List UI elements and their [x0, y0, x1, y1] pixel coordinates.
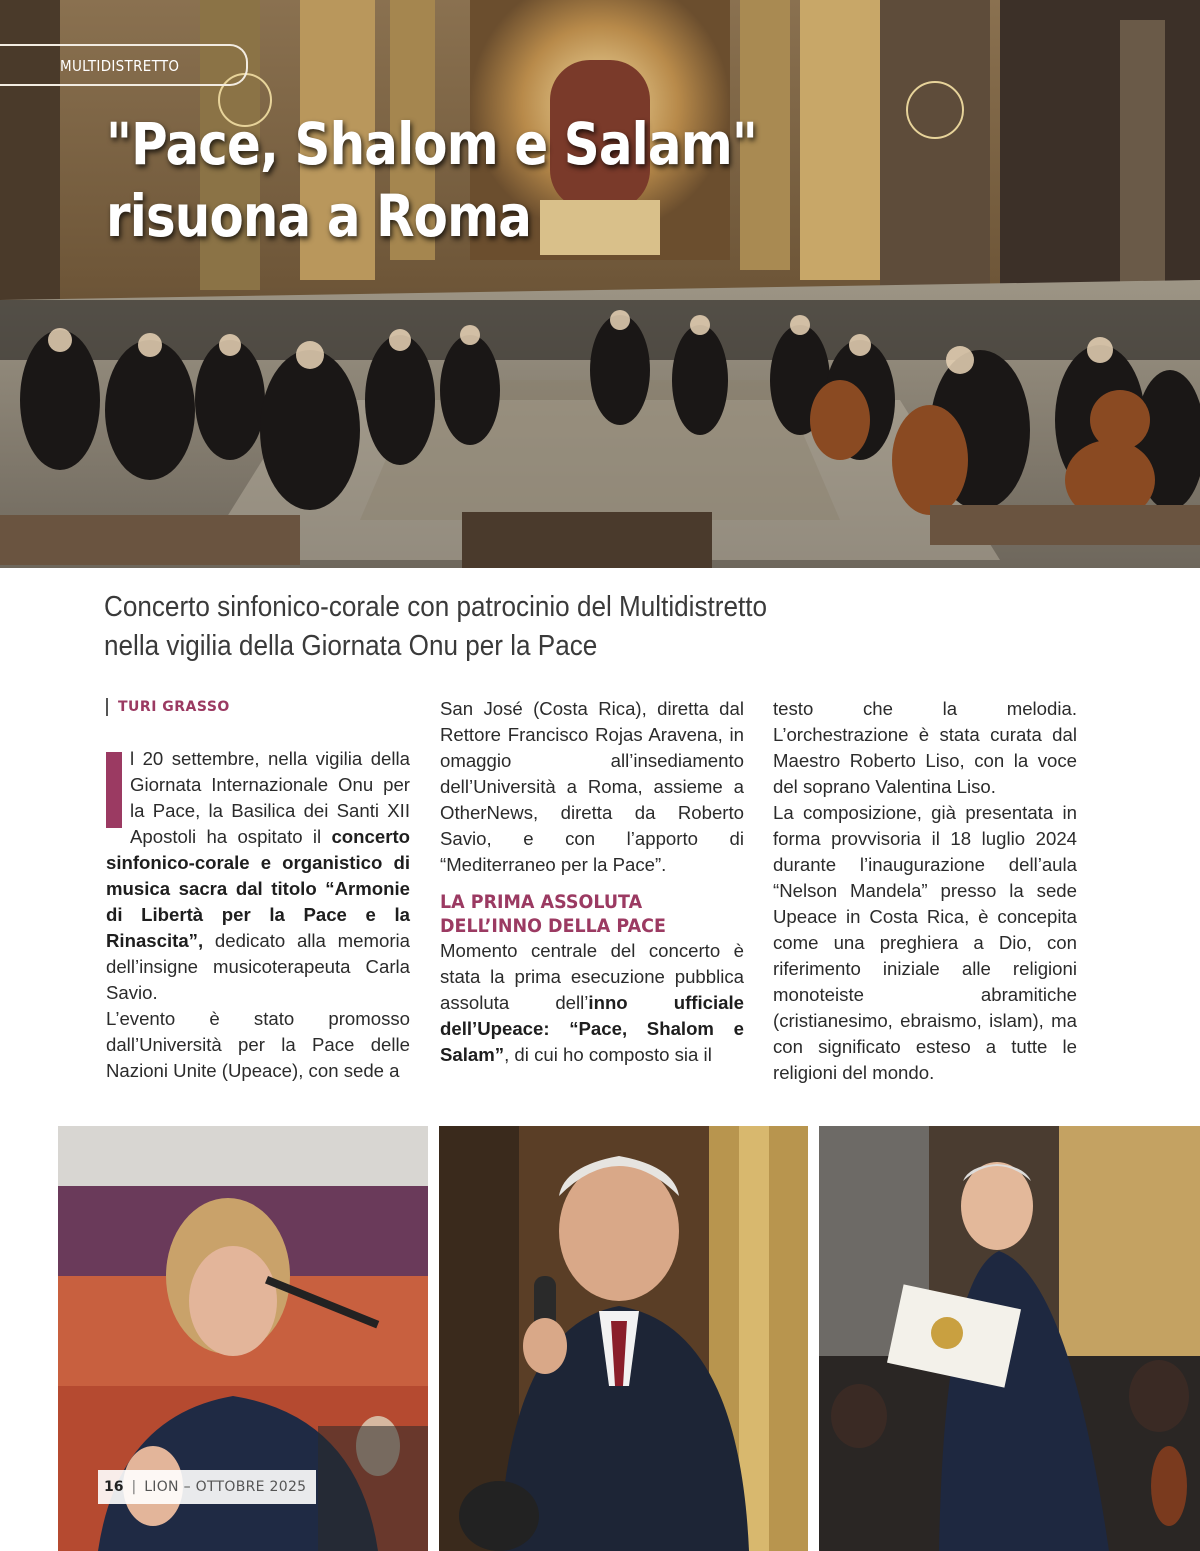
subtitle	[104, 588, 914, 666]
subtitle-line-2: nella vigilia della Giornata Onu per la Pace	[104, 630, 598, 662]
headline-line-1: "Pace, Shalom e Salam"	[106, 110, 757, 178]
article-column-2	[440, 696, 744, 1068]
page-number: 16	[104, 1479, 124, 1495]
section-tag	[0, 44, 248, 86]
text-run-bold: concerto sinfonico-corale e organistico di musica sacra dal titolo “Armonie di Libertà per la Pace e la Rinascita”,	[106, 826, 410, 951]
man-speaking-image	[439, 1126, 808, 1551]
byline-divider	[106, 698, 108, 716]
paragraph: L’evento è stato promosso dall’Università per la Pace delle Nazioni Unite (Upeace), con sede a	[106, 1008, 410, 1081]
article-column-3	[773, 696, 1077, 1086]
article-column-1	[106, 696, 410, 1084]
page-folio	[98, 1470, 316, 1504]
publication-issue: LION – OTTOBRE 2025	[144, 1479, 307, 1495]
text-run: l 20 settembre, nella vigilia della Giornata Internazionale Onu per la Pace, la Basilica dei Santi XII Apostoli ha ospitato il	[130, 748, 410, 847]
paragraph	[440, 938, 744, 1068]
paragraph: San José (Costa Rica), diretta dal Rettore Francisco Rojas Aravena, in omaggio all’insediamento dell’Università a Roma, assieme a OtherNews, diretta da Roberto Savio, e con l’apporto di “Mediterraneo per la Pace”.	[440, 698, 744, 875]
hero-photo	[0, 0, 1200, 568]
folio-separator: |	[131, 1479, 137, 1495]
byline	[106, 696, 410, 718]
subtitle-line-1: Concerto sinfonico-corale con patrocinio del Multidistretto	[104, 591, 767, 623]
text-run: dedicato alla memoria dell’insigne musicoterapeuta Carla Savio.	[106, 930, 410, 1003]
paragraph: La composizione, già presentata in forma provvisoria il 18 luglio 2024 durante l’inaugurazione dell’aula “Nelson Mandela” presso la sede Upeace in Costa Rica, è concepita come una preghiera a Dio, con riferimento iniziale alle religioni monoteiste abramitiche (cristianesimo, ebraismo, islam), ma con significato esteso a tutte le religioni del mondo.	[773, 802, 1077, 1083]
author-name: TURI GRASSO	[118, 699, 230, 715]
text-run: Momento centrale del concerto è stata la prima esecuzione pubblica assoluta dell’	[440, 940, 744, 1013]
headline	[106, 108, 777, 252]
section-subheading: LA PRIMA ASSOLUTA DELL’INNO DELLA PACE	[440, 891, 666, 937]
man-reading-image	[819, 1126, 1200, 1551]
paragraph	[106, 746, 410, 1006]
photo-speaker-man-2	[819, 1126, 1200, 1551]
headline-line-2: risuona a Roma	[106, 182, 532, 250]
photo-speaker-man-1	[439, 1126, 808, 1551]
drop-cap	[106, 752, 122, 828]
text-run: , di cui ho composto sia il	[504, 1044, 712, 1065]
text-run-bold: inno ufficiale dell’Upeace: “Pace, Shalom e Salam”	[440, 992, 745, 1065]
paragraph: testo che la melodia. L’orchestrazione è stata curata dal Maestro Roberto Liso, con la voce del soprano Valentina Liso.	[773, 698, 1077, 797]
section-label: MULTIDISTRETTO	[60, 57, 180, 75]
